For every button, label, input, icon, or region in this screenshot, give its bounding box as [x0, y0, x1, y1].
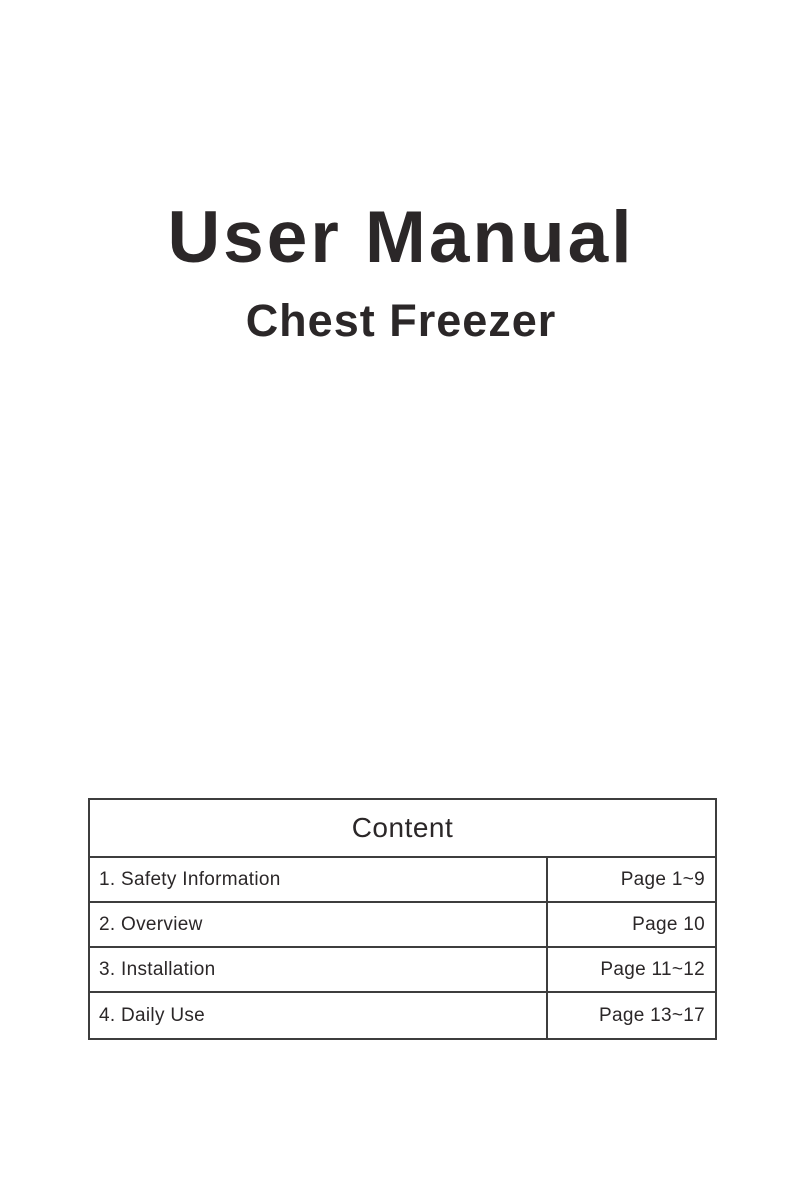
toc-cell-label: 2. Overview [90, 903, 548, 946]
toc-cell-label: 1. Safety Information [90, 858, 548, 901]
toc-cell-label: 3. Installation [90, 948, 548, 991]
doc-subtitle: Chest Freezer [245, 295, 557, 346]
toc-table [88, 798, 717, 1040]
toc-row-safety-information [90, 858, 715, 903]
toc-row-overview [90, 903, 715, 948]
toc-cell-label: 4. Daily Use [90, 993, 548, 1038]
toc-cell-page: Page 13~17 [598, 1004, 705, 1026]
toc-cell-page: Page 1~9 [620, 868, 705, 890]
toc-row-daily-use [90, 993, 715, 1038]
toc-cell-page: Page 11~12 [600, 958, 705, 980]
toc-cell-page: Page 10 [632, 913, 705, 935]
doc-title: User Manual [167, 197, 635, 278]
toc-row-installation [90, 948, 715, 993]
toc-header: Content [90, 800, 715, 858]
